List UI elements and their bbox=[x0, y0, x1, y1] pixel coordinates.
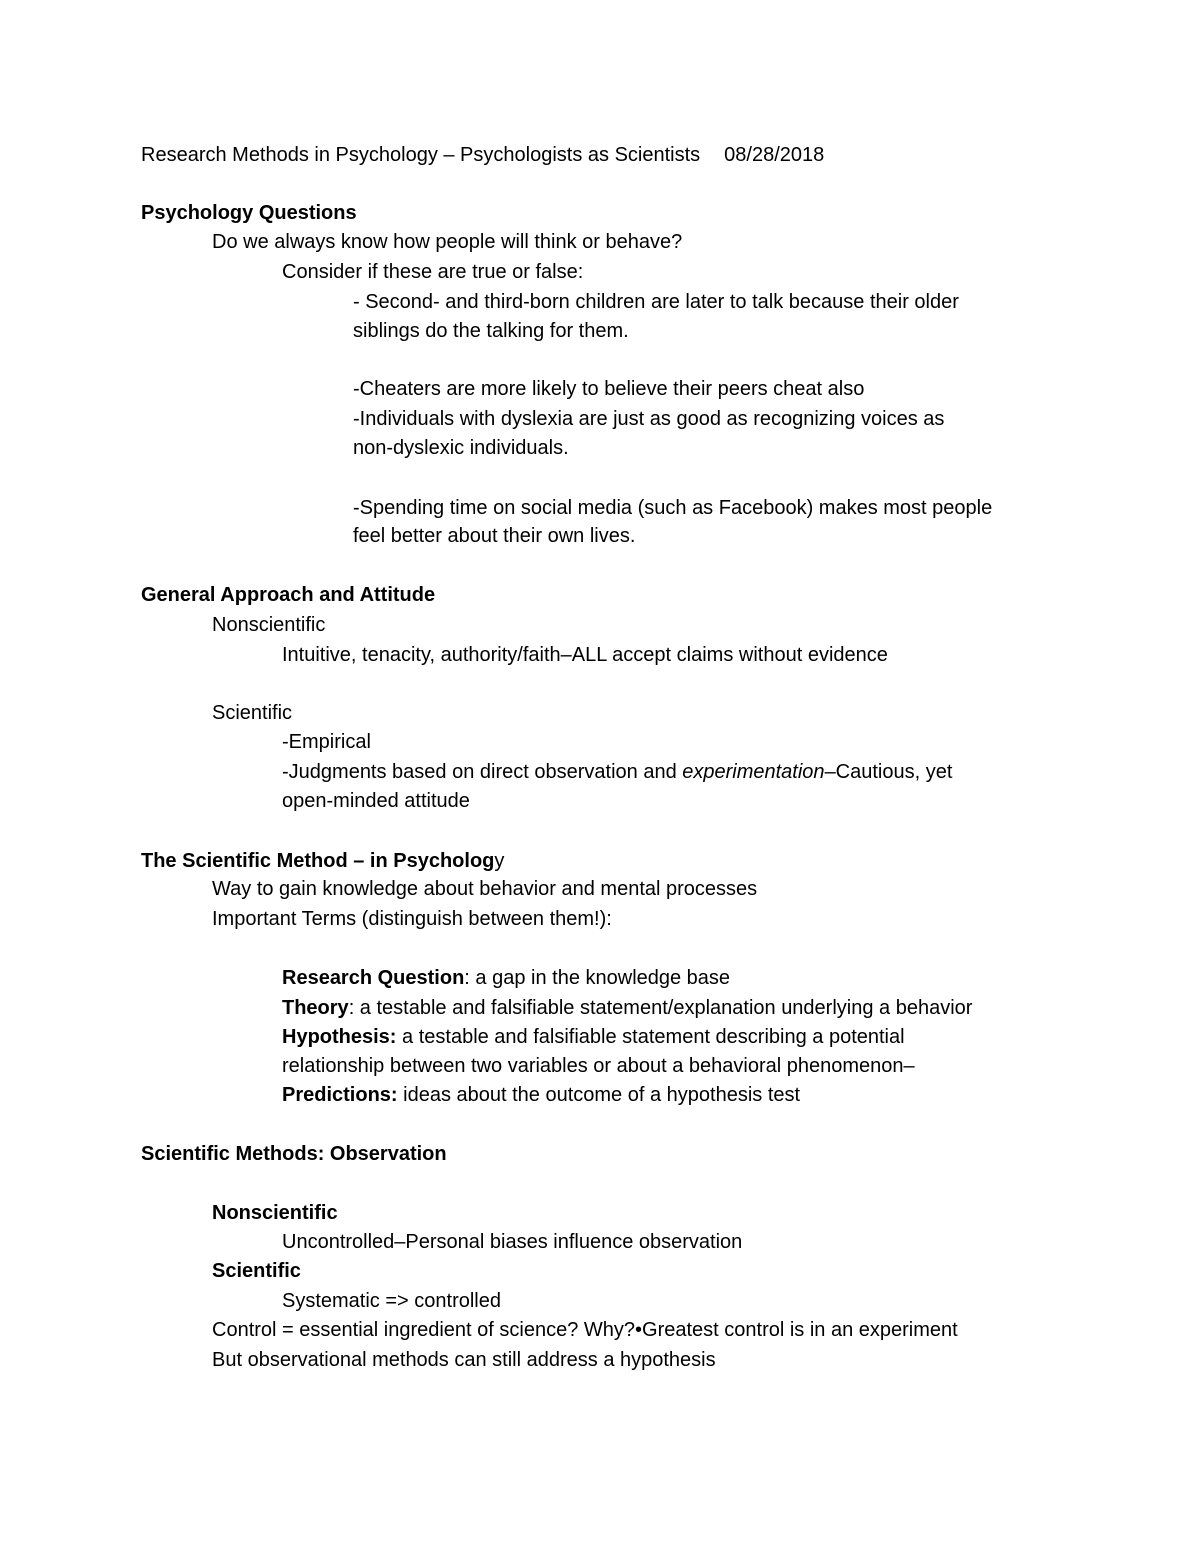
judgments-line-1 bbox=[282, 758, 952, 787]
term-definition: : a gap in the knowledge base bbox=[464, 967, 731, 989]
judgments-tail: –Cautious, yet bbox=[824, 761, 953, 783]
document-title-line bbox=[141, 141, 824, 170]
prompt-text: Consider if these are true or false: bbox=[282, 261, 584, 283]
judgments-text: -Judgments based on direct observation and bbox=[282, 761, 683, 783]
section-heading-general-approach: General Approach and Attitude bbox=[141, 584, 436, 606]
list-item-4-line-1: -Spending time on social media (such as Facebook) makes most people bbox=[353, 497, 993, 519]
experimentation-emphasis: experimentation bbox=[682, 761, 825, 783]
list-item-1-line-1: - Second- and third-born children are later to talk because their older bbox=[353, 291, 959, 313]
document-title: Research Methods in Psychology – Psychologists as Scientists bbox=[141, 144, 701, 166]
observational-methods-text: But observational methods can still address a hypothesis bbox=[212, 1349, 716, 1371]
document-date: 08/28/2018 bbox=[724, 144, 825, 166]
term-research-question bbox=[282, 964, 730, 993]
list-item-3-line-2: non-dyslexic individuals. bbox=[353, 437, 569, 459]
list-item-4-line-2: feel better about their own lives. bbox=[353, 525, 636, 547]
term-definition: : a testable and falsifiable statement/explanation underlying a behavior bbox=[348, 997, 973, 1019]
list-item-1-line-2: siblings do the talking for them. bbox=[353, 320, 629, 342]
control-text: Control = essential ingredient of science? Why?•Greatest control is in an experiment bbox=[212, 1319, 958, 1341]
observation-nonscientific-description: Uncontrolled–Personal biases influence observation bbox=[282, 1231, 743, 1253]
term-label: Theory bbox=[282, 997, 349, 1019]
term-hypothesis-line-2: relationship between two variables or about a behavioral phenomenon– bbox=[282, 1055, 915, 1077]
list-item-3-line-1: -Individuals with dyslexia are just as good as recognizing voices as bbox=[353, 408, 945, 430]
term-label: Predictions: bbox=[282, 1084, 398, 1106]
empirical-text: -Empirical bbox=[282, 731, 371, 753]
terms-intro: Important Terms (distinguish between them!): bbox=[212, 908, 612, 930]
observation-scientific-label: Scientific bbox=[212, 1260, 301, 1282]
section-heading-observation: Scientific Methods: Observation bbox=[141, 1143, 447, 1165]
term-theory bbox=[282, 994, 972, 1023]
judgments-line-2: open-minded attitude bbox=[282, 790, 470, 812]
observation-scientific-description: Systematic => controlled bbox=[282, 1290, 501, 1312]
term-definition: ideas about the outcome of a hypothesis test bbox=[397, 1084, 801, 1106]
question-text: Do we always know how people will think or behave? bbox=[212, 231, 683, 253]
term-predictions bbox=[282, 1081, 800, 1110]
heading-tail: y bbox=[494, 850, 505, 872]
term-label: Research Question bbox=[282, 967, 465, 989]
observation-nonscientific-label: Nonscientific bbox=[212, 1202, 338, 1224]
section-heading-psychology-questions: Psychology Questions bbox=[141, 202, 357, 224]
term-hypothesis bbox=[282, 1023, 905, 1052]
scientific-label: Scientific bbox=[212, 702, 293, 724]
nonscientific-description: Intuitive, tenacity, authority/faith–ALL accept claims without evidence bbox=[282, 644, 888, 666]
nonscientific-label: Nonscientific bbox=[212, 614, 326, 636]
way-text: Way to gain knowledge about behavior and mental processes bbox=[212, 878, 758, 900]
heading-bold-part: The Scientific Method – in Psycholog bbox=[141, 850, 495, 872]
term-definition: a testable and falsifiable statement describing a potential bbox=[396, 1026, 905, 1048]
section-heading-scientific-method bbox=[141, 847, 504, 876]
term-label: Hypothesis: bbox=[282, 1026, 397, 1048]
list-item-2: -Cheaters are more likely to believe their peers cheat also bbox=[353, 378, 865, 400]
